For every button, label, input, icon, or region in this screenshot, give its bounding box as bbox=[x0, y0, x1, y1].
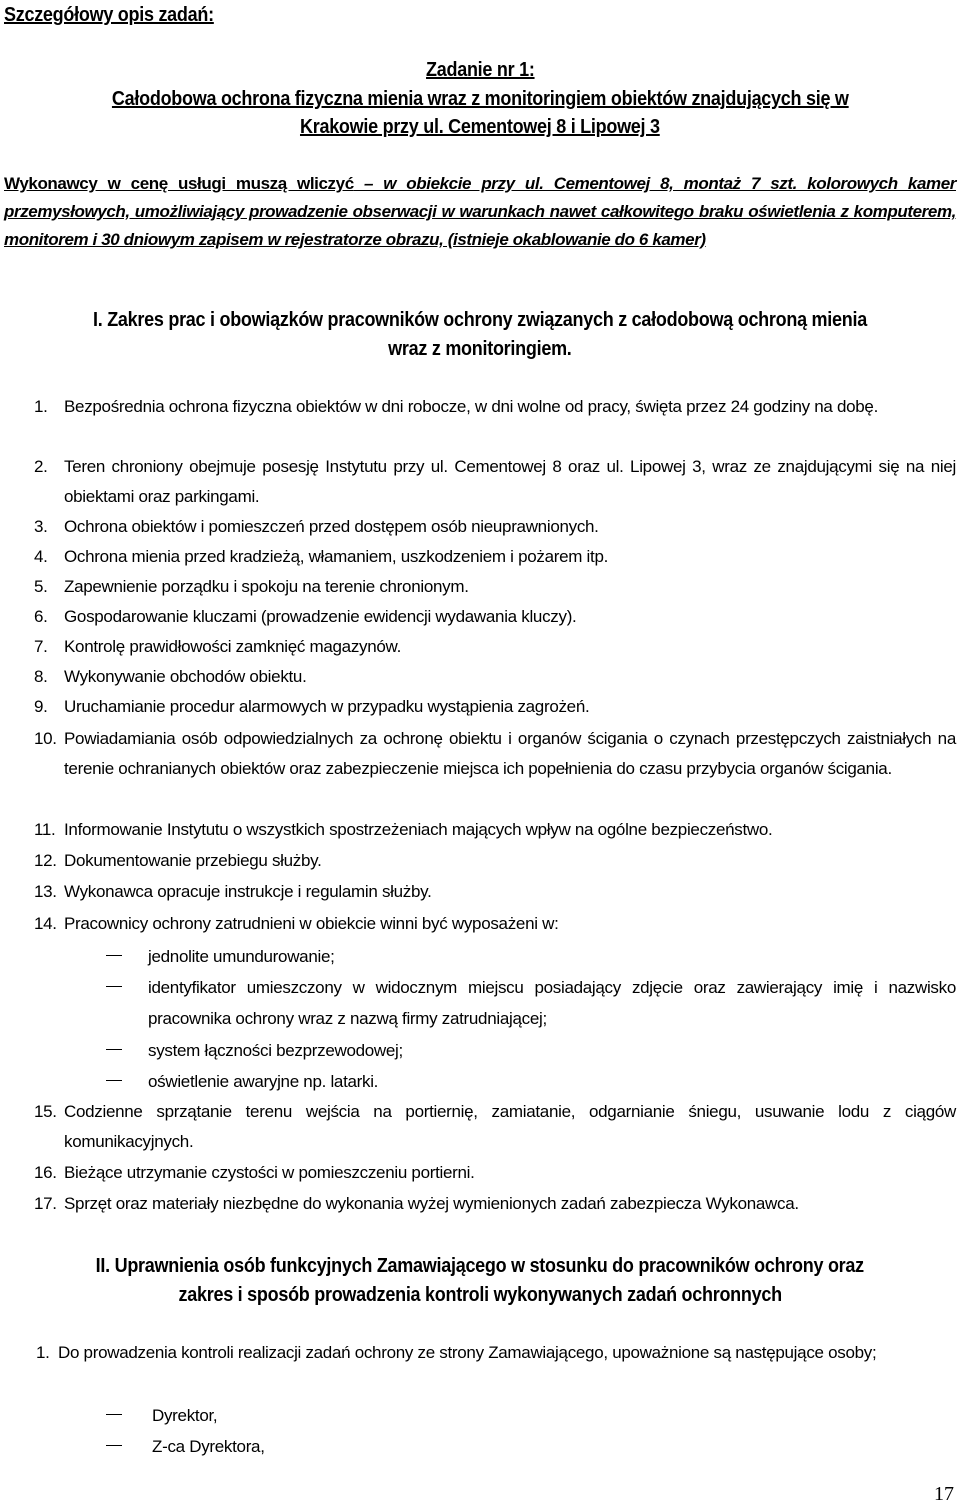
task-number: Zadanie nr 1: bbox=[425, 59, 535, 81]
dash-bullet bbox=[106, 955, 122, 956]
dash-bullet bbox=[106, 986, 122, 987]
section-2-title-line-1: II. Uprawnienia osób funkcyjnych Zamawiającego w stosunku do pracowników ochrony oraz bbox=[95, 1255, 865, 1277]
dash-bullet bbox=[106, 1414, 122, 1415]
page-number: 17 bbox=[934, 1483, 954, 1505]
dash-bullet bbox=[106, 1445, 122, 1446]
section-1-title-line-2: wraz z monitoringiem. bbox=[388, 338, 572, 360]
dash-bullet bbox=[106, 1049, 122, 1050]
dash-bullet bbox=[106, 1080, 122, 1081]
document-heading: Szczegółowy opis zadań: bbox=[4, 4, 214, 26]
contractor-notice: Wykonawcy w cenę usługi muszą wliczyć – w obiekcie przy ul. Cementowej 8, montaż 7 szt. kolorowych kamer przemysłowych, umożliwiający prowadzenie obserwacji w warunkach nawet całkowitego braku oświetlenia z komputerem, monitorem i 30 dniowym zapisem w rejestratorze obrazu, (istnieje okablowanie do 6 kamer) bbox=[4, 174, 956, 249]
section-1-title-line-1: I. Zakres prac i obowiązków pracowników ochrony związanych z całodobową ochroną mienia bbox=[93, 309, 867, 331]
task-title-line-1: Całodobowa ochrona fizyczna mienia wraz z monitoringiem obiektów znajdujących się w bbox=[111, 88, 849, 110]
section-2-title-line-2: zakres i sposób prowadzenia kontroli wykonywanych zadań ochronnych bbox=[178, 1284, 782, 1306]
task-title-line-2: Krakowie przy ul. Cementowej 8 i Lipowej 3 bbox=[300, 116, 660, 138]
document-page: Szczegółowy opis zadań: Zadanie nr 1: Całodobowa ochrona fizyczna mienia wraz z monitoringiem obiektów znajdujących się w Krakowie przy ul. Cementowej 8 i Lipowej 3 Wykonawcy w cenę usługi muszą wliczyć – w obiekcie przy ul. Cementowej 8, montaż 7 szt. kolorowych kamer przemysłowych, umożliwiający prowadzenie obserwacji w warunkach nawet całkowitego braku oświetlenia z komputerem, monitorem i 30 dniowym zapisem w rejestratorze obrazu, (istnieje okablowanie do 6 kamer) I. Zakres prac i obowiązków pracowników ochrony związanych z całodobową ochroną mienia wraz z monitoringiem. 1. Bezpośrednia ochrona fizyczna obiektów w dni robocze, w dni wolne od pracy, święta przez 24 godziny na dobę. 2. Teren chroniony obejmuje posesję Instytutu przy ul. Cementowej 8 oraz ul. Lipowej 3, wraz ze znajdującymi się na niej obiektami oraz parkingami. 3. Ochrona obiektów i pomieszczeń przed dostępem osób nieuprawnionych. 4. Ochrona mienia przed kradzieżą, włamaniem, uszkodzeniem i pożarem itp. 5. Zapewnienie porządku i spokoju na terenie chronionym. 6. Gospodarowanie kluczami (prowadzenie ewidencji wydawania kluczy). 7. Kontrolę prawidłowości zamknięć magazynów. 8. Wykonywanie obchodów obiektu. 9. Uruchamianie procedur alarmowych w przypadku wystąpienia zagrożeń. 10. Powiadamiania osób odpowiedzialnych za ochronę obiektu i organów ścigania o czynach przestępczych zaistniałych na terenie ochranianych obiektów oraz zabezpieczenie miejsca ich popełnienia do czasu przybycia organów ścigania. 11. Informowanie Instytutu o wszystkich spostrzeżeniach mających wpływ na ogólne bezpieczeństwo. 12. Dokumentowanie przebiegu służby. 13. Wykonawca opracuje instrukcje i regulamin służby. 14. Pracownicy ochrony zatrudnieni w obiekcie winni być wyposażeni w: jednolite umundurowanie; identyfikator umieszczony w widocznym miejscu posiadający zdjęcie oraz zawierający imię i nazwisko pracownika ochrony wraz z nazwą firmy zatrudniającej; system łączności bezprzewodowej; oświetlenie awaryjne np. latarki. 15. Codzienne sprzątanie terenu wejścia na portiernię, zamiatanie, odgarnianie śniegu, usuwanie lodu z ciągów komunikacyjnych. 16. Bieżące utrzymanie czystości w pomieszczeniu portierni. 17. Sprzęt oraz materiały niezbędne do wykonania wyżej wymienionych zadań zabezpiecza Wykonawca. II. Uprawnienia osób funkcyjnych Zamawiającego w stosunku do pracowników ochrony oraz zakres i sposób prowadzenia kontroli wykonywanych zadań ochronnych 1. Do prowadzenia kontroli realizacji zadań ochrony ze strony Zamawiającego, upoważnione są następujące osoby; Dyrektor, Z-ca Dyrektora, 17 bbox=[0, 0, 960, 1509]
